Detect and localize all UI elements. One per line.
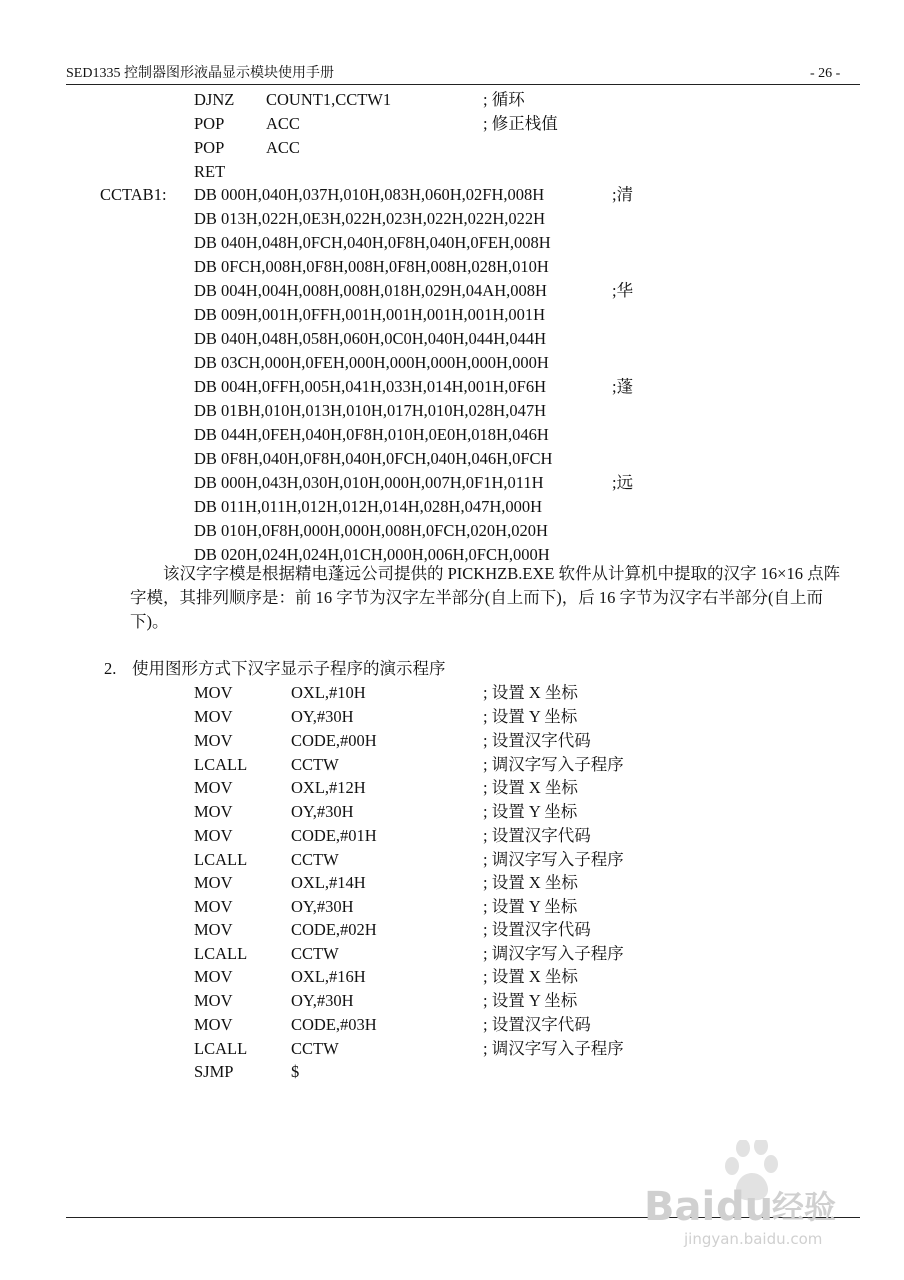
code-op: MOV [194, 731, 233, 750]
code-comment: ; 设置 X 坐标 [483, 967, 578, 986]
db-line: DB 0FCH,008H,0F8H,008H,0F8H,008H,028H,010H [194, 257, 549, 276]
code-op: LCALL [194, 850, 248, 869]
code-comment: ; 调汉字写入子程序 [483, 1039, 624, 1058]
code-comment: ; 设置汉字代码 [483, 731, 591, 750]
code-op: LCALL [194, 944, 248, 963]
db-line: DB 009H,001H,0FFH,001H,001H,001H,001H,001H [194, 305, 546, 324]
code-op: MOV [194, 707, 233, 726]
code-comment: ; 调汉字写入子程序 [483, 944, 624, 963]
code-arg: OXL,#10H [291, 683, 366, 702]
code-op: MOV [194, 826, 233, 845]
db-comment: ;远 [612, 473, 634, 492]
code-op: MOV [194, 920, 233, 939]
header-rule [66, 84, 860, 85]
code-op: MOV [194, 873, 233, 892]
baidu-jingyan-watermark [640, 1140, 860, 1250]
code-arg: OXL,#14H [291, 873, 366, 892]
db-comment: ;华 [612, 281, 634, 300]
code-arg: $ [291, 1062, 300, 1081]
code-op: SJMP [194, 1062, 234, 1081]
code-comment: ; 调汉字写入子程序 [483, 755, 624, 774]
db-line: DB 040H,048H,0FCH,040H,0F8H,040H,0FEH,008H [194, 233, 551, 252]
svg-text:Bai: Bai [644, 1184, 716, 1230]
code-arg: CODE,#03H [291, 1015, 377, 1034]
code-arg: CCTW [291, 1039, 339, 1058]
code-comment: ; 设置汉字代码 [483, 826, 591, 845]
db-line: DB 011H,011H,012H,012H,014H,028H,047H,000H [194, 497, 543, 516]
section-number: 2. [104, 659, 117, 678]
code-op: DJNZ [194, 90, 235, 109]
code-arg: CODE,#01H [291, 826, 377, 845]
db-line: DB 03CH,000H,0FEH,000H,000H,000H,000H,000H [194, 353, 549, 372]
code-op: MOV [194, 991, 233, 1010]
db-line: DB 020H,024H,024H,01CH,000H,006H,0FCH,000H [194, 545, 550, 564]
section-title: 使用图形方式下汉字显示子程序的演示程序 [132, 659, 446, 678]
code-arg: ACC [266, 138, 300, 157]
db-line: DB 013H,022H,0E3H,022H,023H,022H,022H,022H [194, 209, 546, 228]
code-arg: OY,#30H [291, 897, 354, 916]
db-line: DB 044H,0FEH,040H,0F8H,010H,0E0H,018H,046H [194, 425, 549, 444]
page-number: - 26 - [810, 66, 841, 81]
db-line: DB 040H,048H,058H,060H,0C0H,040H,044H,044H [194, 329, 547, 348]
db-line: DB 000H,040H,037H,010H,083H,060H,02FH,008H [194, 185, 545, 204]
db-line: DB 01BH,010H,013H,010H,017H,010H,028H,047H [194, 401, 547, 420]
code-comment: ; 设置 X 坐标 [483, 873, 578, 892]
code-arg: OXL,#16H [291, 967, 366, 986]
code-arg: CODE,#02H [291, 920, 377, 939]
code-comment: ; 设置 Y 坐标 [483, 991, 578, 1010]
code-op: MOV [194, 897, 233, 916]
code-op: POP [194, 114, 225, 133]
code-comment: ; 设置 Y 坐标 [483, 802, 578, 821]
db-line: DB 004H,004H,008H,008H,018H,029H,04AH,008H [194, 281, 547, 300]
code-arg: CODE,#00H [291, 731, 377, 750]
code-comment: ; 设置 Y 坐标 [483, 707, 578, 726]
code-arg: OY,#30H [291, 707, 354, 726]
code-arg: ACC [266, 114, 300, 133]
code-op: MOV [194, 802, 233, 821]
code-comment: ; 设置汉字代码 [483, 1015, 591, 1034]
db-comment: ;蓬 [612, 377, 634, 396]
code-op: LCALL [194, 1039, 248, 1058]
db-comment: ;清 [612, 185, 634, 204]
svg-text:jingyan.baidu.com: jingyan.baidu.com [684, 1230, 823, 1248]
code-comment: ; 设置 X 坐标 [483, 778, 578, 797]
code-op: POP [194, 138, 225, 157]
code-arg: CCTW [291, 755, 339, 774]
header-title: SED1335 控制器图形液晶显示模块使用手册 [66, 66, 334, 81]
code-arg: OY,#30H [291, 802, 354, 821]
code-op: MOV [194, 1015, 233, 1034]
code-comment: ; 设置汉字代码 [483, 920, 591, 939]
code-comment: ; 调汉字写入子程序 [483, 850, 624, 869]
cctab-label: CCTAB1: [100, 185, 167, 204]
code-op: MOV [194, 967, 233, 986]
code-arg: CCTW [291, 850, 339, 869]
code-comment: ; 设置 Y 坐标 [483, 897, 578, 916]
db-line: DB 0F8H,040H,0F8H,040H,0FCH,040H,046H,0FCH [194, 449, 553, 468]
description-paragraph: 该汉字字模是根据精电蓬远公司提供的 PICKHZB.EXE 软件从计算机中提取的汉字 16×16 点阵字模，其排列顺序是：前 16 字节为汉字左半部分(自上而下)，后 16 字节为汉字右半部分(自上而下)。 [130, 564, 841, 631]
code-comment: ; 循环 [483, 90, 525, 109]
code-arg: OY,#30H [291, 991, 354, 1010]
code-op: MOV [194, 778, 233, 797]
svg-text:经验: 经验 [772, 1188, 837, 1226]
code-arg: OXL,#12H [291, 778, 366, 797]
code-op: LCALL [194, 755, 248, 774]
code-comment: ; 设置 X 坐标 [483, 683, 578, 702]
svg-text:du: du [716, 1184, 774, 1230]
code-op: RET [194, 162, 226, 181]
code-comment: ; 修正栈值 [483, 114, 558, 133]
paw-icon [640, 1140, 860, 1250]
code-op: MOV [194, 683, 233, 702]
db-line: DB 004H,0FFH,005H,041H,033H,014H,001H,0F6H [194, 377, 547, 396]
db-line: DB 000H,043H,030H,010H,000H,007H,0F1H,011H [194, 473, 544, 492]
code-arg: COUNT1,CCTW1 [266, 90, 392, 109]
db-line: DB 010H,0F8H,000H,000H,008H,0FCH,020H,020H [194, 521, 548, 540]
code-arg: CCTW [291, 944, 339, 963]
